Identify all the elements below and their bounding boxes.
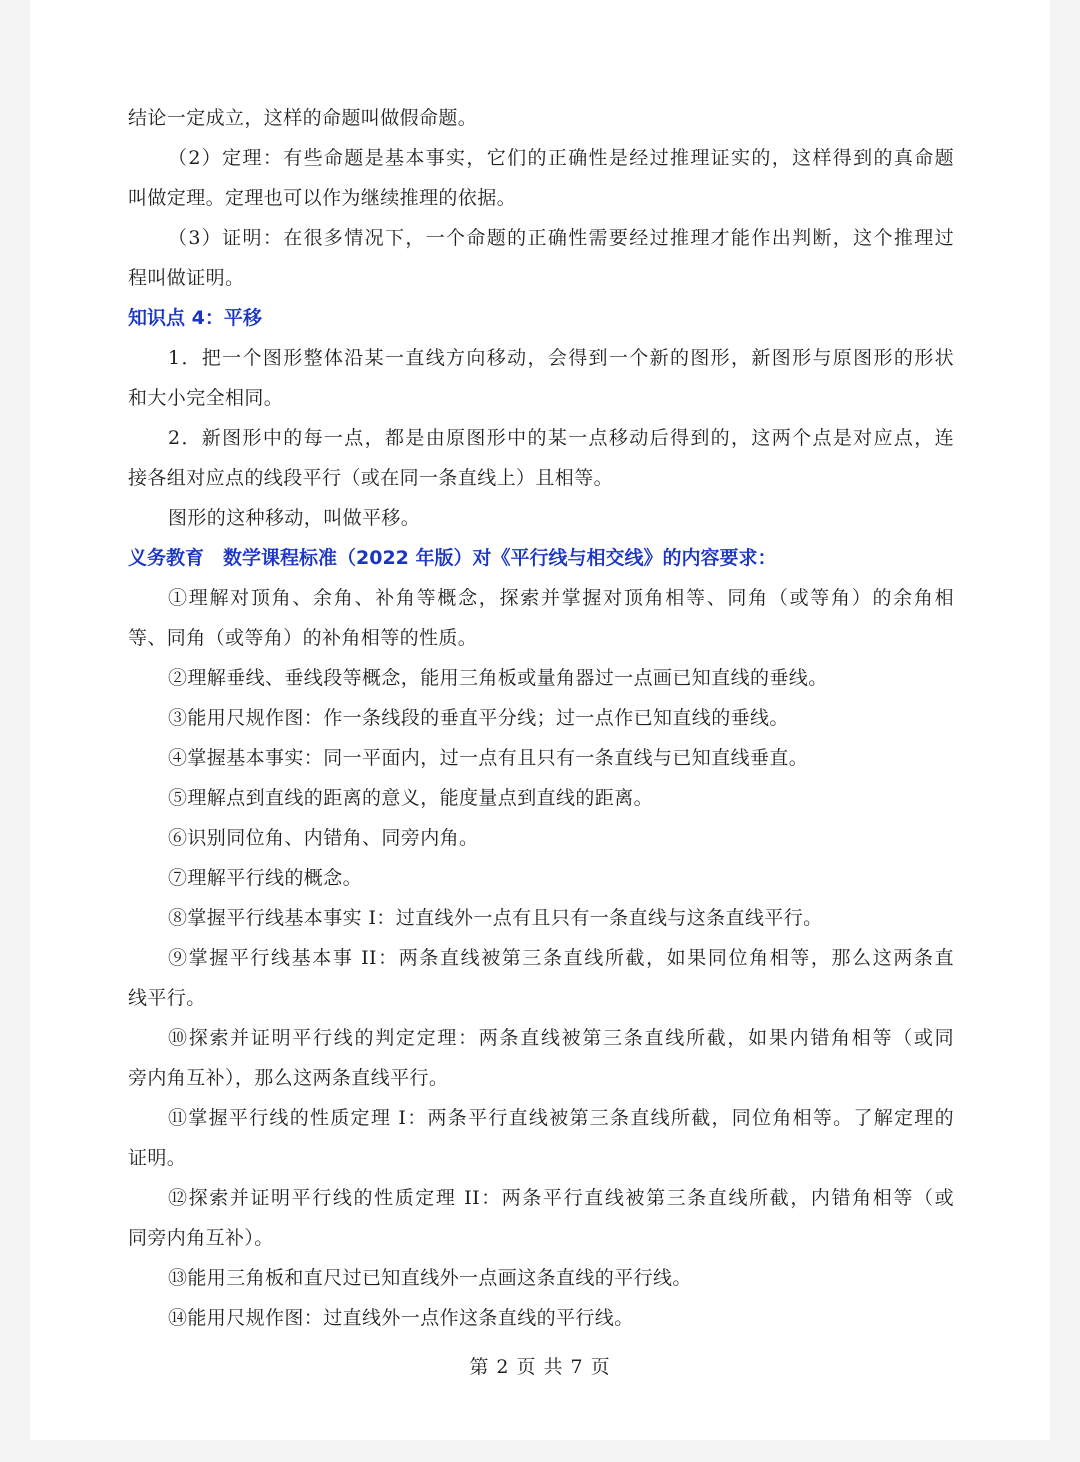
- text-line: 程叫做证明。: [128, 267, 245, 289]
- text-line: 证明。: [128, 1147, 187, 1169]
- text-line: ⑩探索并证明平行线的判定定理：两条直线被第三条直线所截，如果内错角相等（或同: [168, 1027, 954, 1049]
- text-line: 同旁内角互补）。: [128, 1227, 274, 1249]
- text-line: 等、同角（或等角）的补角相等的性质。: [128, 627, 478, 649]
- text-line: ⑪掌握平行线的性质定理 I：两条平行直线被第三条直线所截，同位角相等。了解定理的: [168, 1107, 954, 1129]
- text-line: （2）定理：有些命题是基本事实，它们的正确性是经过推理证实的，这样得到的真命题: [168, 147, 954, 169]
- text-line: ④掌握基本事实：同一平面内，过一点有且只有一条直线与已知直线垂直。: [168, 747, 809, 769]
- text-line: ③能用尺规作图：作一条线段的垂直平分线；过一点作已知直线的垂线。: [168, 707, 789, 729]
- text-line: ⑨掌握平行线基本事 II：两条直线被第三条直线所截，如果同位角相等，那么这两条直: [168, 947, 954, 969]
- text-line: ②理解垂线、垂线段等概念，能用三角板或量角器过一点画已知直线的垂线。: [168, 667, 828, 689]
- text-line: ⑧掌握平行线基本事实 I：过直线外一点有且只有一条直线与这条直线平行。: [168, 907, 823, 929]
- text-line: 图形的这种移动，叫做平移。: [168, 507, 421, 529]
- section-heading: 知识点 4：平移: [128, 307, 262, 329]
- section-heading: 义务教育 数学课程标准（2022 年版）对《平行线与相交线》的内容要求：: [128, 547, 777, 569]
- text-line: ⑤理解点到直线的距离的意义，能度量点到直线的距离。: [168, 787, 654, 809]
- text-line: ⑦理解平行线的概念。: [168, 867, 363, 889]
- text-line: （3）证明：在很多情况下，一个命题的正确性需要经过推理才能作出判断，这个推理过: [168, 227, 954, 249]
- document-page: [30, 0, 1050, 1440]
- text-line: ⑭能用尺规作图：过直线外一点作这条直线的平行线。: [168, 1307, 634, 1329]
- text-line: 线平行。: [128, 987, 206, 1009]
- text-line: ⑫探索并证明平行线的性质定理 II：两条平行直线被第三条直线所截，内错角相等（或: [168, 1187, 954, 1209]
- text-line: ⑥识别同位角、内错角、同旁内角。: [168, 827, 479, 849]
- text-line: 叫做定理。定理也可以作为继续推理的依据。: [128, 187, 517, 209]
- document-body: [128, 98, 954, 1338]
- text-line: 接各组对应点的线段平行（或在同一条直线上）且相等。: [128, 467, 614, 489]
- text-line: 和大小完全相同。: [128, 387, 284, 409]
- text-line: ①理解对顶角、余角、补角等概念，探索并掌握对顶角相等、同角（或等角）的余角相: [168, 587, 954, 609]
- text-line: ⑬能用三角板和直尺过已知直线外一点画这条直线的平行线。: [168, 1267, 692, 1289]
- text-line: 1．把一个图形整体沿某一直线方向移动，会得到一个新的图形，新图形与原图形的形状: [168, 347, 954, 369]
- text-line: 2．新图形中的每一点，都是由原图形中的某一点移动后得到的，这两个点是对应点，连: [168, 427, 954, 449]
- text-line: 旁内角互补），那么这两条直线平行。: [128, 1067, 449, 1089]
- page-footer: 第 2 页 共 7 页: [469, 1356, 611, 1378]
- text-line: 结论一定成立，这样的命题叫做假命题。: [128, 107, 478, 129]
